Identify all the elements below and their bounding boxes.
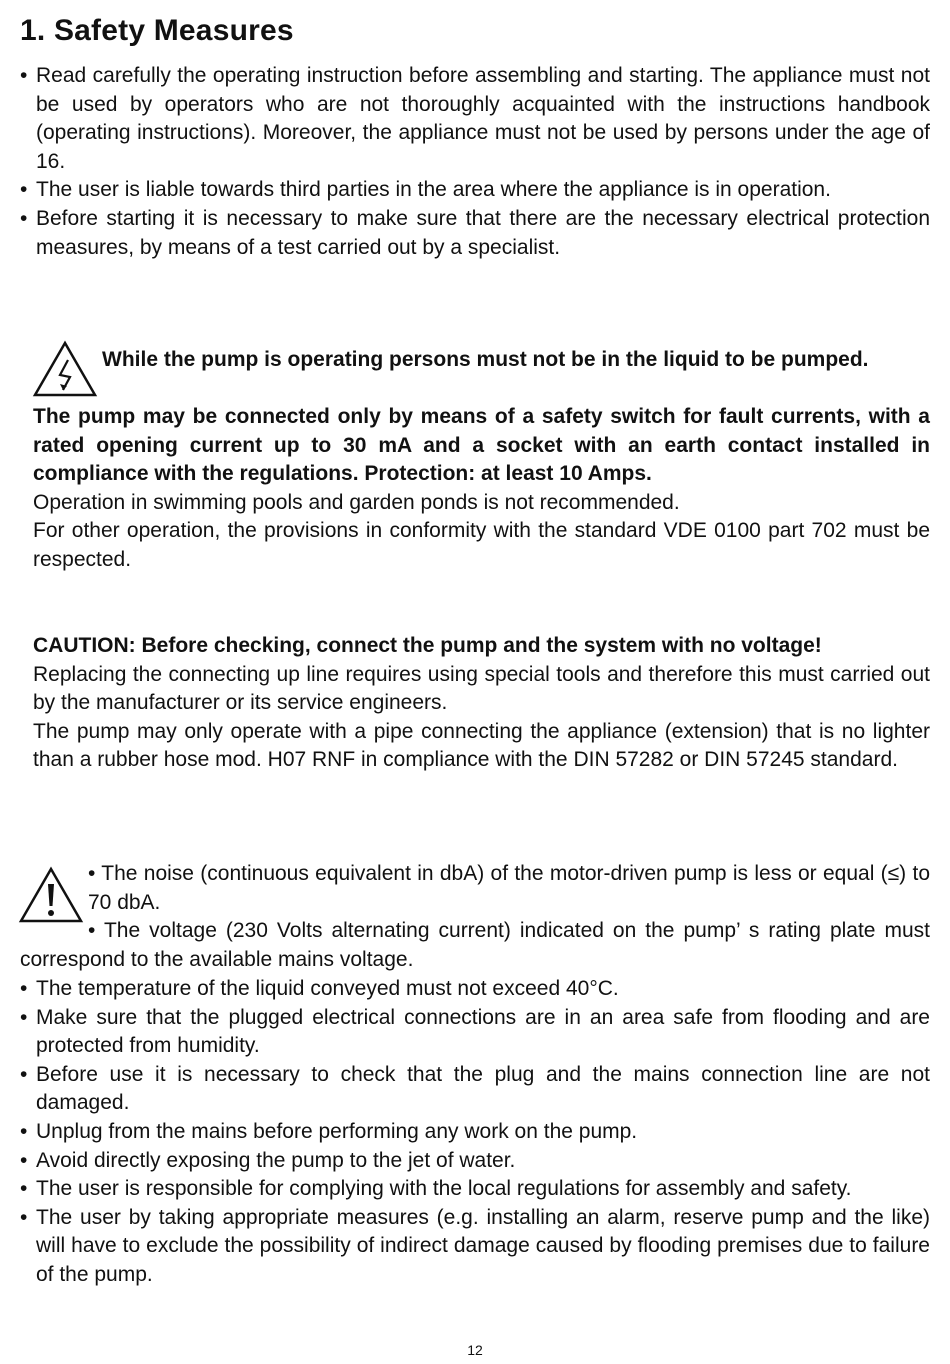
- caution-block: [33, 632, 930, 775]
- page-title: 1. Safety Measures: [20, 14, 294, 47]
- intro-bullet-list: [20, 62, 930, 262]
- list-item: • Read carefully the operating instruction before assembling and starting. The appliance must not be used by operators who are not thoroughly acquainted with the instructions handbook (operating instructions). Moreover, the appliance must not be used by persons under the age of 16.: [20, 62, 930, 176]
- page-number: 12: [467, 1342, 483, 1358]
- list-item: • Before starting it is necessary to make sure that there are the necessary electrical protection measures, by means of a test carried out by a specialist.: [20, 205, 930, 262]
- exclamation-warning-icon: [18, 866, 84, 924]
- caution-line-2: The pump may only operate with a pipe connecting the appliance (extension) that is no lighter than a rubber hose mod. H07 RNF in compliance with the DIN 57282 or DIN 57245 standard.: [33, 719, 930, 772]
- electrical-warning-lead: While the pump is operating persons must not be in the liquid to be pumped.: [102, 348, 869, 371]
- list-item: • Unplug from the mains before performing any work on the pump.: [20, 1118, 930, 1147]
- list-item: • The temperature of the liquid conveyed must not exceed 40°C.: [20, 975, 930, 1004]
- caution-title: CAUTION: Before checking, connect the pump and the system with no voltage!: [33, 634, 822, 657]
- list-item: • Before use it is necessary to check that the plug and the mains connection line are not damaged.: [20, 1061, 930, 1118]
- operation-note: Operation in swimming pools and garden ponds is not recommended.: [33, 490, 680, 514]
- standard-note: For other operation, the provisions in conformity with the standard VDE 0100 part 702 must be respected.: [33, 519, 930, 571]
- list-item: • The user by taking appropriate measures (e.g. installing an alarm, reserve pump and the like) will have to exclude the possibility of indirect damage caused by flooding premises due to failure of the pump.: [20, 1204, 930, 1290]
- electric-hazard-icon: [32, 340, 98, 398]
- noise-note: • The noise (continuous equivalent in dbA) of the motor-driven pump is less or equal (≤) to 70 dbA.: [88, 862, 930, 914]
- caution-line-1: Replacing the connecting up line requires using special tools and therefore this must carried out by the manufacturer or its service engineers.: [33, 662, 930, 715]
- list-item: • Make sure that the plugged electrical connections are in an area safe from flooding and are protected from humidity.: [20, 1004, 930, 1061]
- final-bullet-list: [20, 975, 930, 1290]
- list-item: • The user is responsible for complying with the local regulations for assembly and safety.: [20, 1175, 930, 1204]
- electrical-warning-bold: The pump may be connected only by means of a safety switch for fault currents, with a rated opening current up to 30 mA and a socket with an earth contact installed in compliance with the regulations. Protection: at least 10 Amps.: [33, 405, 930, 486]
- list-item: • Avoid directly exposing the pump to the jet of water.: [20, 1147, 930, 1176]
- electrical-warning-body: [33, 403, 930, 575]
- list-item: • The user is liable towards third parties in the area where the appliance is in operation.: [20, 176, 930, 205]
- voltage-note: • The voltage (230 Volts alternating current) indicated on the pump’ s rating plate must correspond to the available mains voltage.: [20, 919, 930, 971]
